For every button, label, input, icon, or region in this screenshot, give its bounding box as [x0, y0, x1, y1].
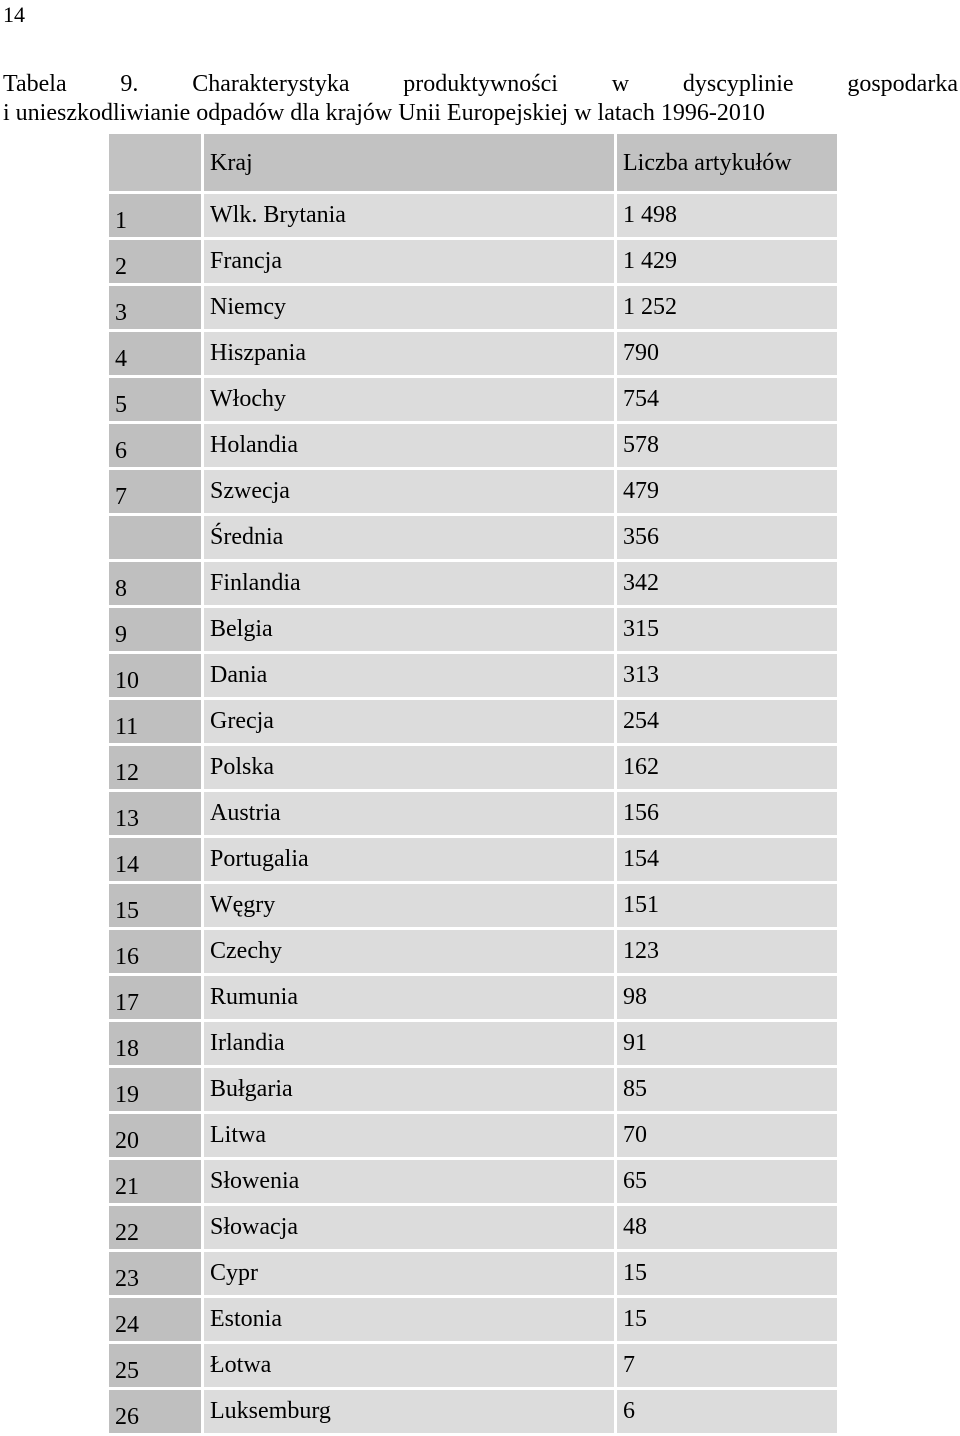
country-cell: Cypr	[204, 1252, 614, 1295]
table-row	[109, 1206, 837, 1249]
country-cell: Portugalia	[204, 838, 614, 881]
caption-word: 9.	[120, 71, 139, 97]
table-row	[109, 240, 837, 283]
table-row	[109, 654, 837, 697]
rank-cell: 12	[109, 746, 201, 789]
article-count-cell: 254	[617, 700, 837, 743]
caption-word: gospodarka	[847, 71, 958, 97]
country-cell: Hiszpania	[204, 332, 614, 375]
article-count-cell: 754	[617, 378, 837, 421]
table-row	[109, 608, 837, 651]
rank-cell: 23	[109, 1252, 201, 1295]
rank-cell: 24	[109, 1298, 201, 1341]
article-count-cell: 123	[617, 930, 837, 973]
article-count-cell: 315	[617, 608, 837, 651]
article-count-cell: 91	[617, 1022, 837, 1065]
rank-cell: 4	[109, 332, 201, 375]
country-cell: Szwecja	[204, 470, 614, 513]
country-cell: Słowacja	[204, 1206, 614, 1249]
header-rank	[109, 134, 201, 191]
rank-cell: 6	[109, 424, 201, 467]
table-row	[109, 424, 837, 467]
rank-cell: 9	[109, 608, 201, 651]
rank-cell: 3	[109, 286, 201, 329]
table-row	[109, 1390, 837, 1433]
table-row	[109, 976, 837, 1019]
article-count-cell: 790	[617, 332, 837, 375]
country-cell: Francja	[204, 240, 614, 283]
country-cell: Niemcy	[204, 286, 614, 329]
table-row	[109, 930, 837, 973]
country-cell: Finlandia	[204, 562, 614, 605]
country-cell: Grecja	[204, 700, 614, 743]
country-cell: Łotwa	[204, 1344, 614, 1387]
table-row	[109, 286, 837, 329]
article-count-cell: 48	[617, 1206, 837, 1249]
caption-word: produktywności	[403, 71, 558, 97]
article-count-cell: 6	[617, 1390, 837, 1433]
table-row	[109, 1114, 837, 1157]
rank-cell: 2	[109, 240, 201, 283]
rank-cell: 14	[109, 838, 201, 881]
rank-cell: 8	[109, 562, 201, 605]
table-row	[109, 700, 837, 743]
country-cell: Holandia	[204, 424, 614, 467]
rank-cell: 17	[109, 976, 201, 1019]
article-count-cell: 70	[617, 1114, 837, 1157]
rank-cell: 16	[109, 930, 201, 973]
article-count-cell: 7	[617, 1344, 837, 1387]
article-count-cell: 313	[617, 654, 837, 697]
country-cell: Luksemburg	[204, 1390, 614, 1433]
table-row	[109, 1252, 837, 1295]
table-row	[109, 194, 837, 237]
table-row	[109, 1160, 837, 1203]
table-header-row	[109, 134, 837, 191]
country-cell: Irlandia	[204, 1022, 614, 1065]
article-count-cell: 1 252	[617, 286, 837, 329]
article-count-cell: 479	[617, 470, 837, 513]
rank-cell: 22	[109, 1206, 201, 1249]
rank-cell: 20	[109, 1114, 201, 1157]
article-count-cell: 15	[617, 1252, 837, 1295]
article-count-cell: 85	[617, 1068, 837, 1111]
country-cell: Belgia	[204, 608, 614, 651]
table-row	[109, 1298, 837, 1341]
country-articles-table	[106, 131, 840, 1436]
article-count-cell: 98	[617, 976, 837, 1019]
table-body	[109, 194, 837, 1433]
country-cell: Austria	[204, 792, 614, 835]
table-row	[109, 516, 837, 559]
header-article-count: Liczba artykułów	[617, 134, 837, 191]
header-country: Kraj	[204, 134, 614, 191]
country-cell: Estonia	[204, 1298, 614, 1341]
rank-cell: 21	[109, 1160, 201, 1203]
table-row	[109, 1068, 837, 1111]
table-row	[109, 470, 837, 513]
caption-word: w	[611, 71, 630, 97]
table-row	[109, 792, 837, 835]
table-row	[109, 1344, 837, 1387]
rank-cell: 15	[109, 884, 201, 927]
country-cell: Dania	[204, 654, 614, 697]
article-count-cell: 1 429	[617, 240, 837, 283]
table-row	[109, 332, 837, 375]
rank-cell	[109, 516, 201, 559]
article-count-cell: 154	[617, 838, 837, 881]
country-cell: Węgry	[204, 884, 614, 927]
page-number: 14	[3, 2, 25, 27]
article-count-cell: 15	[617, 1298, 837, 1341]
rank-cell: 5	[109, 378, 201, 421]
caption-word: Charakterystyka	[192, 71, 350, 97]
rank-cell: 11	[109, 700, 201, 743]
table-row	[109, 562, 837, 605]
table-row	[109, 884, 837, 927]
caption-word: dyscyplinie	[682, 71, 794, 97]
rank-cell: 26	[109, 1390, 201, 1433]
table-row	[109, 838, 837, 881]
country-cell: Bułgaria	[204, 1068, 614, 1111]
article-count-cell: 65	[617, 1160, 837, 1203]
table-row	[109, 378, 837, 421]
country-cell: Średnia	[204, 516, 614, 559]
country-cell: Polska	[204, 746, 614, 789]
country-cell: Wlk. Brytania	[204, 194, 614, 237]
country-cell: Czechy	[204, 930, 614, 973]
article-count-cell: 356	[617, 516, 837, 559]
article-count-cell: 156	[617, 792, 837, 835]
article-count-cell: 1 498	[617, 194, 837, 237]
rank-cell: 25	[109, 1344, 201, 1387]
caption-line-2: i unieszkodliwianie odpadów dla krajów Unii Europejskiej w latach 1996-2010	[3, 100, 765, 126]
country-cell: Litwa	[204, 1114, 614, 1157]
rank-cell: 19	[109, 1068, 201, 1111]
article-count-cell: 342	[617, 562, 837, 605]
country-cell: Słowenia	[204, 1160, 614, 1203]
table-caption	[3, 70, 958, 128]
rank-cell: 10	[109, 654, 201, 697]
article-count-cell: 162	[617, 746, 837, 789]
rank-cell: 13	[109, 792, 201, 835]
table-row	[109, 746, 837, 789]
country-cell: Rumunia	[204, 976, 614, 1019]
article-count-cell: 151	[617, 884, 837, 927]
rank-cell: 1	[109, 194, 201, 237]
caption-line-1	[3, 70, 958, 99]
rank-cell: 18	[109, 1022, 201, 1065]
article-count-cell: 578	[617, 424, 837, 467]
table-row	[109, 1022, 837, 1065]
rank-cell: 7	[109, 470, 201, 513]
country-cell: Włochy	[204, 378, 614, 421]
caption-word: Tabela	[3, 71, 67, 97]
